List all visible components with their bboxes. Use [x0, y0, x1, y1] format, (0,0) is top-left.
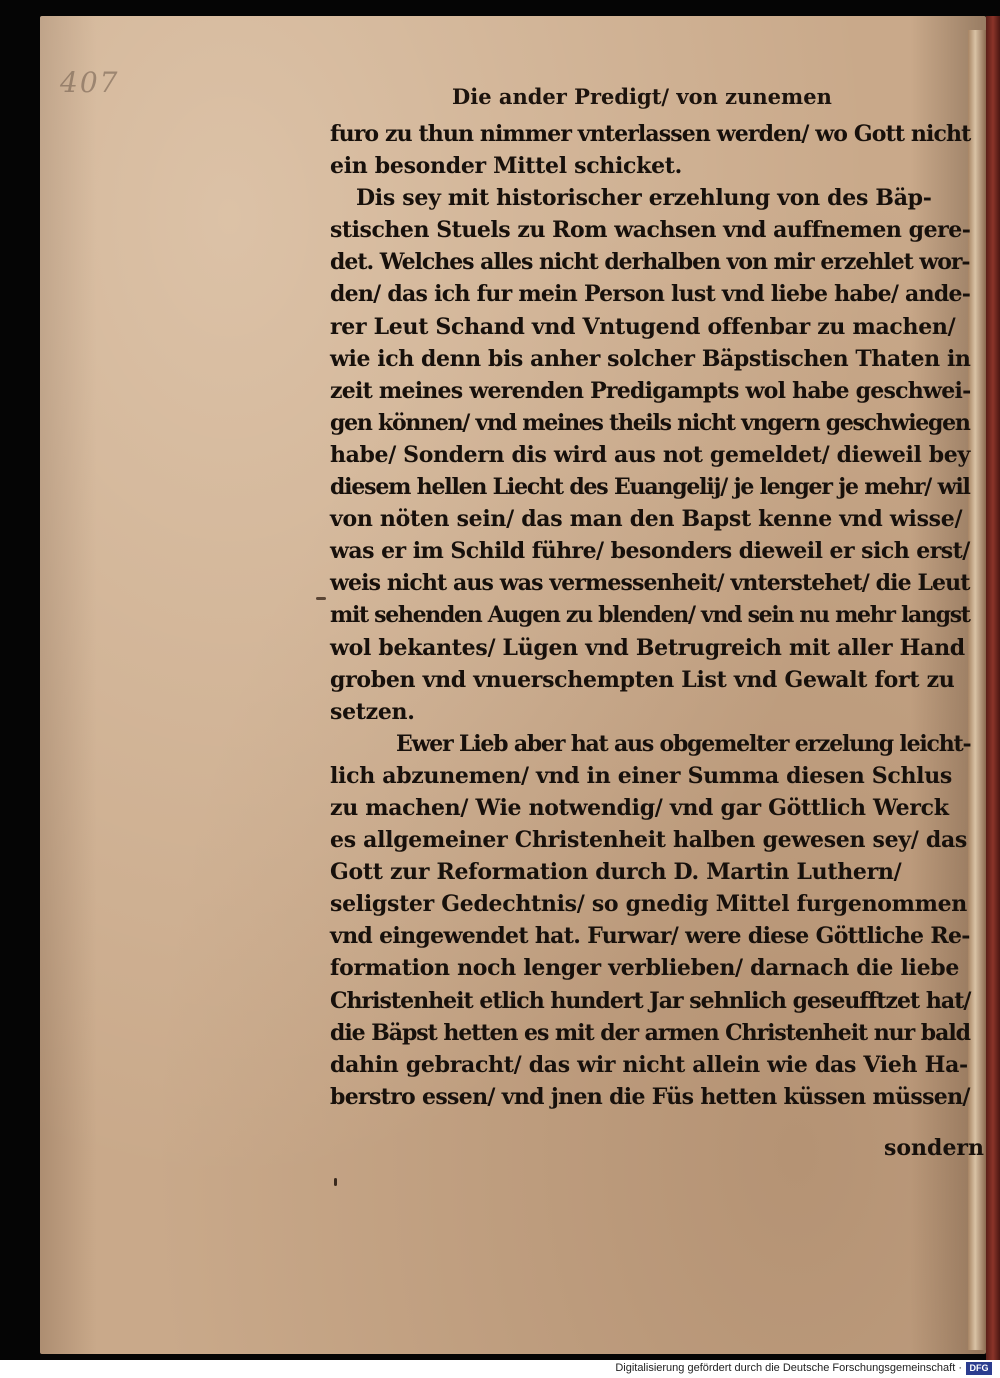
- footer-credit: Digitalisierung gefördert durch die Deutsche Forschungsgemeinschaft ·: [615, 1362, 962, 1374]
- text-line: Dis sey mit historischer erzehlung von des Bäp-: [356, 185, 932, 212]
- text-line: es allgemeiner Christenheit halben gewesen sey/ das: [330, 827, 968, 854]
- text-line: berstro essen/ vnd jnen die Füs hetten küssen müssen/: [330, 1083, 970, 1110]
- text-line: furo zu thun nimmer vnterlassen werden/ wo Gott nicht: [330, 121, 971, 147]
- text-line: wol bekantes/ Lügen vnd Betrugreich mit aller Hand: [330, 634, 965, 661]
- page-number: 407: [60, 66, 120, 99]
- text-line: was er im Schild führe/ besonders dieweil er sich erst/: [330, 538, 970, 565]
- text-line: Ewer Lieb aber hat aus obgemelter erzelung leicht-: [396, 730, 971, 757]
- text-line: den/ das ich fur mein Person lust vnd liebe habe/ ande-: [330, 281, 971, 308]
- text-line: lich abzunemen/ vnd in einer Summa diesen Schlus: [330, 762, 953, 789]
- text-line: groben vnd vnuerschempten List vnd Gewalt fort zu: [330, 666, 955, 693]
- text-line: wie ich denn bis anher solcher Bäpstischen Thaten in: [330, 345, 971, 372]
- text-line: weis nicht aus was vermessenheit/ vnterstehet/ die Leut: [330, 570, 970, 597]
- text-line: stischen Stuels zu Rom wachsen vnd auffnemen gere-: [330, 217, 971, 244]
- text-line: habe/ Sondern dis wird aus not gemeldet/ dieweil bey: [330, 441, 970, 468]
- running-head: Die ander Predigt/ von zunemen: [452, 84, 832, 109]
- text-line: die Bäpst hetten es mit der armen Christenheit nur bald: [330, 1019, 970, 1046]
- text-line: Gott zur Reformation durch D. Martin Luthern/: [330, 859, 902, 886]
- text-line: vnd eingewendet hat. Furwar/ were diese Göttliche Re-: [330, 923, 970, 950]
- text-line: Christenheit etlich hundert Jar sehnlich geseufftzet hat/: [330, 987, 971, 1014]
- ink-speck: [334, 1178, 337, 1186]
- ink-speck: [316, 597, 326, 600]
- text-line: ein besonder Mittel schicket.: [330, 153, 683, 180]
- text-line: setzen.: [330, 698, 415, 725]
- text-line: gen können/ vnd meines theils nicht vngern geschwiegen: [330, 409, 970, 436]
- catchword: sondern: [884, 1135, 985, 1161]
- text-line: zeit meines werenden Predigampts wol habe geschwei-: [330, 377, 971, 404]
- text-line: von nöten sein/ das man den Bapst kenne vnd wisse/: [330, 506, 963, 533]
- text-line: seligster Gedechtnis/ so gnedig Mittel furgenommen: [330, 891, 967, 918]
- text-line: rer Leut Schand vnd Vntugend offenbar zu machen/: [330, 313, 956, 340]
- dfg-logo: DFG: [966, 1362, 992, 1375]
- text-line: mit sehenden Augen zu blenden/ vnd sein nu mehr langst: [330, 602, 970, 629]
- text-line: det. Welches alles nicht derhalben von mir erzehlet wor-: [330, 249, 970, 276]
- text-line: diesem hellen Liecht des Euangelij/ je lenger je mehr/ wil: [330, 474, 970, 501]
- text-line: formation noch lenger verblieben/ darnach die liebe: [330, 955, 960, 982]
- text-line: dahin gebracht/ das wir nicht allein wie das Vieh Ha-: [330, 1051, 968, 1078]
- book-spine: [986, 16, 1000, 1360]
- body-text: [330, 118, 970, 1113]
- text-line: zu machen/ Wie notwendig/ vnd gar Göttlich Werck: [330, 794, 949, 821]
